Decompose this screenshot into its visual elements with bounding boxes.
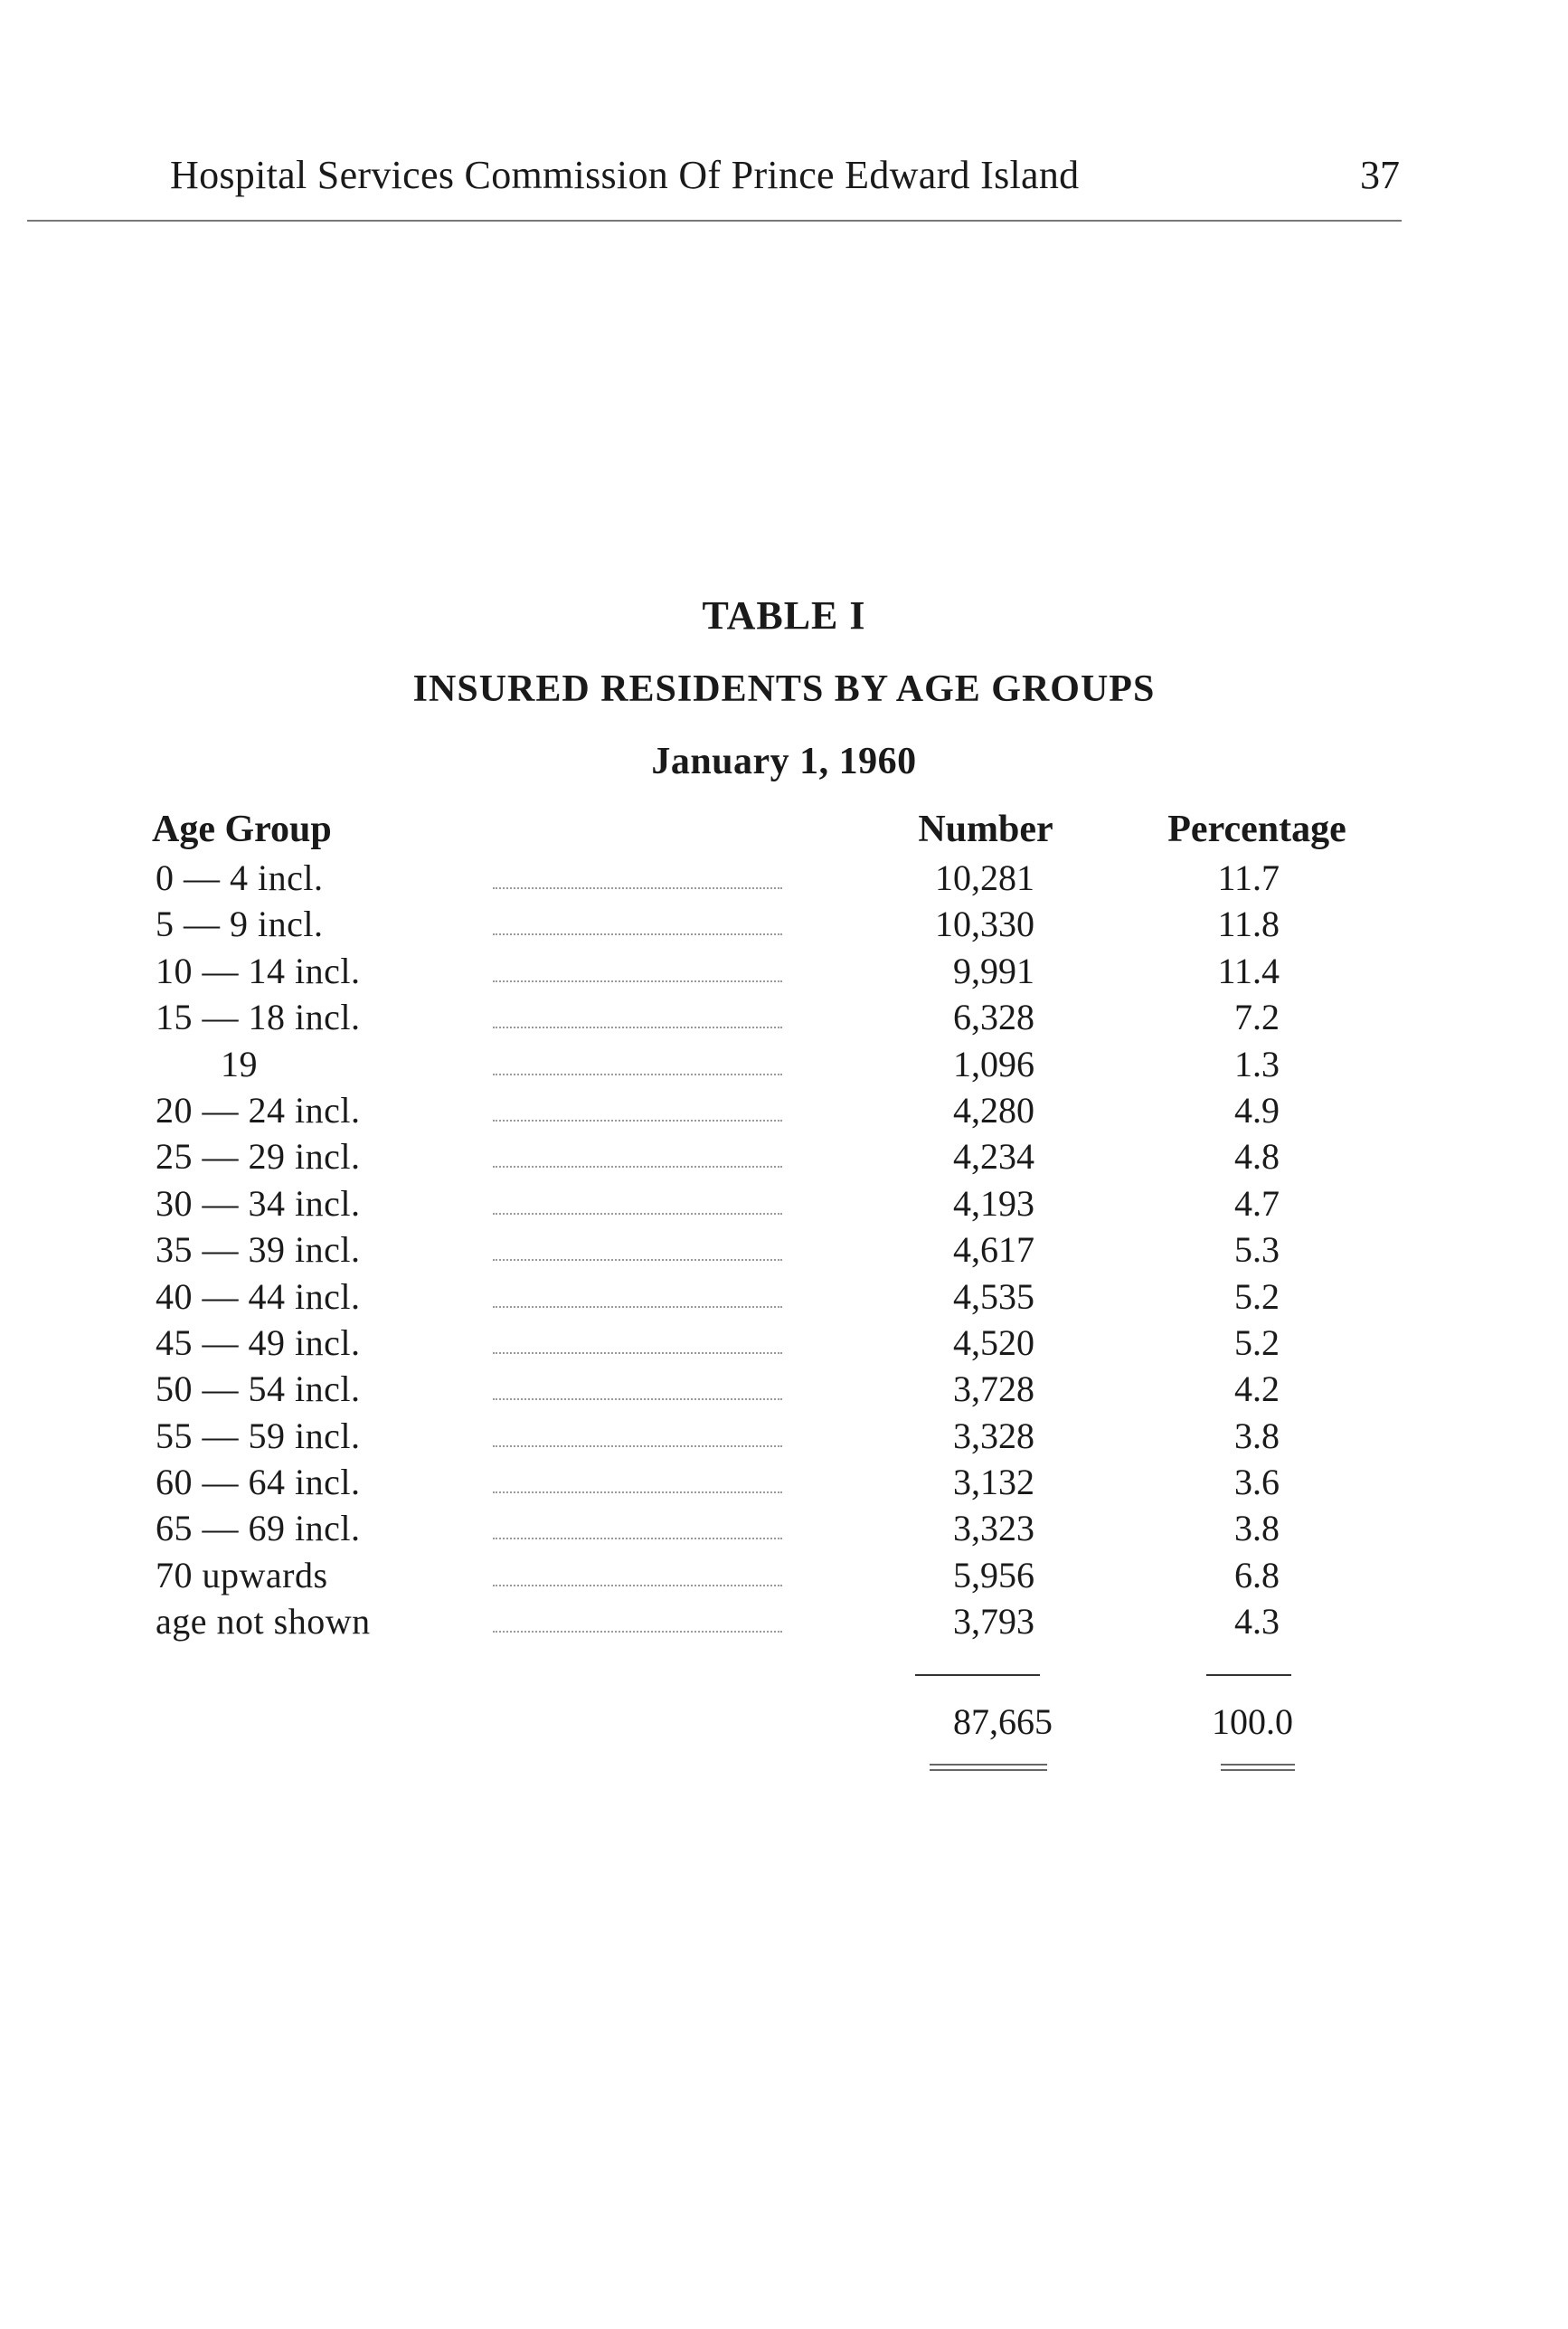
age-group-cell: 70 upwards xyxy=(156,1554,328,1595)
age-group-cell: 5 — 9 incl. xyxy=(156,904,324,945)
percentage-cell: 11.4 xyxy=(1217,950,1280,991)
running-title: Hospital Services Commission Of Prince Edward Island xyxy=(170,153,1080,197)
age-group-cell: age not shown xyxy=(156,1601,371,1643)
table-date: January 1, 1960 xyxy=(651,741,917,782)
table-body xyxy=(0,855,1568,1645)
double-rule-percentage-bottom xyxy=(1221,1769,1295,1771)
table-row xyxy=(0,855,1568,901)
number-cell: 3,323 xyxy=(953,1508,1034,1549)
dot-leader xyxy=(493,1491,782,1493)
double-rule-number-bottom xyxy=(930,1769,1047,1771)
dot-leader xyxy=(493,1213,782,1215)
dot-leader xyxy=(493,1631,782,1633)
dot-leader xyxy=(493,980,782,982)
total-number: 87,665 xyxy=(953,1701,1053,1742)
sum-rule-percentage xyxy=(1206,1674,1291,1676)
total-percentage: 100.0 xyxy=(1212,1701,1293,1742)
dot-leader xyxy=(493,1166,782,1168)
dot-leader xyxy=(493,1027,782,1028)
number-cell: 4,280 xyxy=(953,1089,1034,1131)
number-cell: 3,132 xyxy=(953,1462,1034,1503)
percentage-cell: 7.2 xyxy=(1234,997,1280,1038)
table-row xyxy=(0,1273,1568,1320)
number-cell: 10,330 xyxy=(935,904,1034,945)
percentage-cell: 6.8 xyxy=(1234,1554,1280,1595)
sum-rule-number xyxy=(915,1674,1040,1676)
percentage-cell: 5.2 xyxy=(1234,1275,1280,1317)
table-row xyxy=(0,1366,1568,1412)
number-cell: 4,535 xyxy=(953,1275,1034,1317)
table-row xyxy=(0,1180,1568,1226)
age-group-cell: 50 — 54 incl. xyxy=(156,1368,361,1410)
table-row xyxy=(0,1413,1568,1459)
number-cell: 4,234 xyxy=(953,1136,1034,1178)
dot-leader xyxy=(493,1445,782,1447)
age-group-cell: 55 — 59 incl. xyxy=(156,1415,361,1456)
column-header-number: Number xyxy=(918,809,1053,850)
percentage-cell: 11.8 xyxy=(1217,904,1280,945)
percentage-cell: 11.7 xyxy=(1217,857,1280,898)
age-group-cell: 65 — 69 incl. xyxy=(156,1508,361,1549)
dot-leader xyxy=(493,887,782,889)
percentage-cell: 5.3 xyxy=(1234,1229,1280,1271)
percentage-cell: 4.8 xyxy=(1234,1136,1280,1178)
table-row xyxy=(0,948,1568,994)
dot-leader xyxy=(493,1306,782,1308)
age-group-cell: 25 — 29 incl. xyxy=(156,1136,361,1178)
age-group-cell: 30 — 34 incl. xyxy=(156,1182,361,1224)
age-group-cell: 60 — 64 incl. xyxy=(156,1462,361,1503)
running-head xyxy=(170,152,1400,215)
dot-leader xyxy=(493,933,782,935)
age-group-cell: 10 — 14 incl. xyxy=(156,950,361,991)
table-row xyxy=(0,1459,1568,1505)
age-group-cell: 20 — 24 incl. xyxy=(156,1089,361,1131)
dot-leader xyxy=(493,1352,782,1354)
number-cell: 3,728 xyxy=(953,1368,1034,1410)
dot-leader xyxy=(493,1074,782,1075)
percentage-cell: 1.3 xyxy=(1234,1043,1280,1084)
percentage-cell: 4.9 xyxy=(1234,1089,1280,1131)
header-rule xyxy=(27,220,1402,222)
percentage-cell: 4.3 xyxy=(1234,1601,1280,1643)
number-cell: 3,328 xyxy=(953,1415,1034,1456)
table-row xyxy=(0,1552,1568,1598)
table-row xyxy=(0,1320,1568,1366)
table-row xyxy=(0,901,1568,947)
dot-leader xyxy=(493,1120,782,1122)
number-cell: 4,617 xyxy=(953,1229,1034,1271)
number-cell: 5,956 xyxy=(953,1554,1034,1595)
double-rule-number-top xyxy=(930,1764,1047,1766)
column-header-age-group: Age Group xyxy=(152,809,332,850)
number-cell: 1,096 xyxy=(953,1043,1034,1084)
table-row xyxy=(0,1226,1568,1273)
table-row xyxy=(0,1505,1568,1551)
age-group-cell: 35 — 39 incl. xyxy=(156,1229,361,1271)
number-cell: 6,328 xyxy=(953,997,1034,1038)
number-cell: 4,193 xyxy=(953,1182,1034,1224)
age-group-cell: 19 xyxy=(221,1043,258,1084)
number-cell: 10,281 xyxy=(935,857,1034,898)
dot-leader xyxy=(493,1259,782,1261)
percentage-cell: 3.8 xyxy=(1234,1415,1280,1456)
double-rule-percentage-top xyxy=(1221,1764,1295,1766)
table-label: TABLE I xyxy=(702,593,866,638)
column-header-percentage: Percentage xyxy=(1167,809,1346,850)
age-group-cell: 45 — 49 incl. xyxy=(156,1321,361,1363)
page-number: 37 xyxy=(1360,153,1400,197)
percentage-cell: 4.7 xyxy=(1234,1182,1280,1224)
percentage-cell: 4.2 xyxy=(1234,1368,1280,1410)
table-row xyxy=(0,1041,1568,1087)
table-row xyxy=(0,1087,1568,1133)
number-cell: 9,991 xyxy=(953,950,1034,991)
dot-leader xyxy=(493,1538,782,1539)
table-row xyxy=(0,1133,1568,1179)
table-row xyxy=(0,994,1568,1040)
age-group-cell: 40 — 44 incl. xyxy=(156,1275,361,1317)
dot-leader xyxy=(493,1585,782,1586)
number-cell: 4,520 xyxy=(953,1321,1034,1363)
table-row xyxy=(0,1598,1568,1644)
age-group-cell: 0 — 4 incl. xyxy=(156,857,324,898)
percentage-cell: 3.6 xyxy=(1234,1462,1280,1503)
dot-leader xyxy=(493,1398,782,1400)
number-cell: 3,793 xyxy=(953,1601,1034,1643)
table-title: INSURED RESIDENTS BY AGE GROUPS xyxy=(412,668,1156,710)
percentage-cell: 3.8 xyxy=(1234,1508,1280,1549)
percentage-cell: 5.2 xyxy=(1234,1321,1280,1363)
age-group-cell: 15 — 18 incl. xyxy=(156,997,361,1038)
